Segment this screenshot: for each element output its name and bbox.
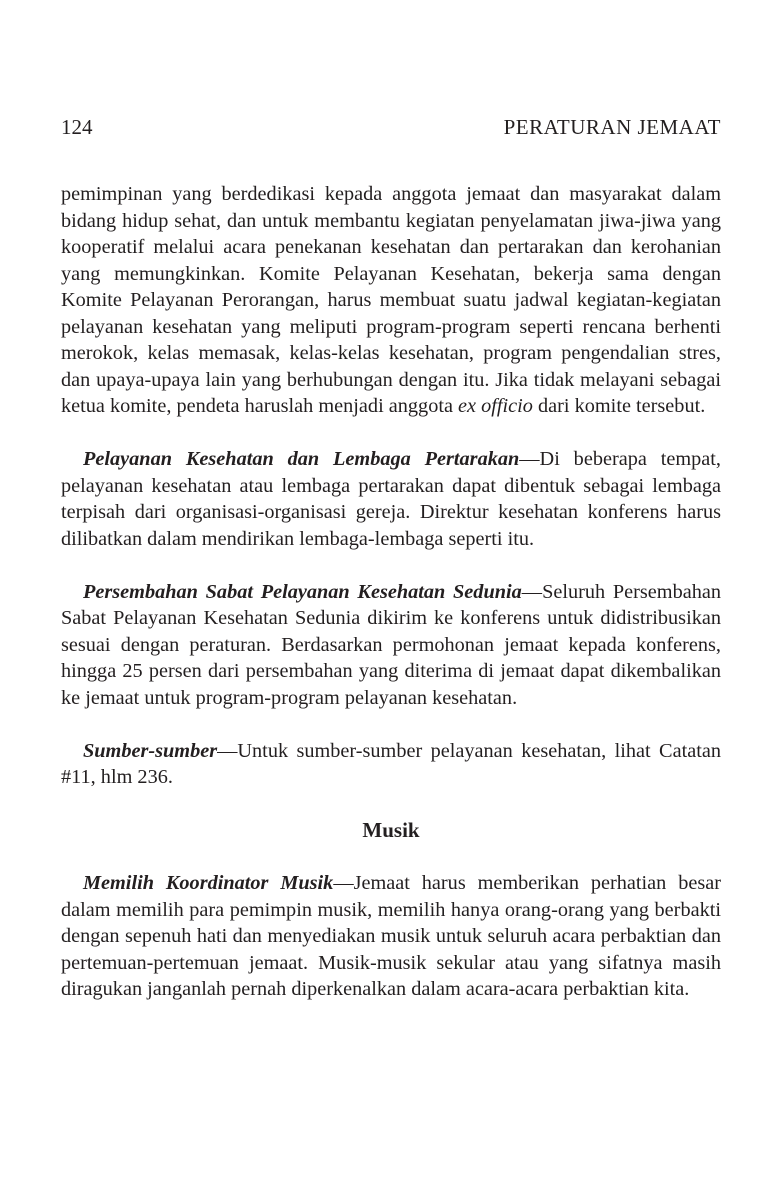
paragraph-music-coordinator: [61, 870, 721, 1003]
run-in-heading: Memilih Koordinator Musik: [83, 872, 334, 894]
running-title: PERATURAN JEMAAT: [503, 115, 721, 139]
paragraph-text-end: dari komite tersebut.: [532, 395, 706, 417]
paragraph-text: pemimpinan yang berdedikasi kepada anggota jemaat dan masyarakat dalam bidang hidup sehat, dan untuk membantu kegiatan penyelamatan jiwa-jiwa yang kooperatif melalui acara penekanan kesehatan dan pertarakan dan kerohanian yang memungkinkan. Komite Pelayanan Kesehatan, bekerja sama dengan Komite Pelayanan Perorangan, harus membuat suatu jadwal kegiatan-kegiatan pelayanan kesehatan yang meliputi program-program seperti rencana berhenti merokok, kelas memasak, kelas-kelas kesehatan, program pengendalian stres, dan upaya-upaya lain yang berhubungan dengan itu. Jika tidak melayani sebagai ketua komite, pendeta haruslah menjadi anggota: [61, 183, 721, 417]
run-in-heading: Sumber-sumber: [83, 739, 218, 762]
page-number: 124: [61, 115, 93, 139]
paragraph-text: —Jemaat harus memberikan perhatian besar dalam memilih para pemimpin musik, memilih hanya orang-orang yang berbakti dengan sepenuh hati dan menyediakan musik untuk seluruh acara perbaktian dan pertemuan-pertemuan jemaat. Musik-musik sekular atau yang sifatnya masih diragukan janganlah pernah diperkenalkan dalam acara-acara perbaktian kita.: [61, 872, 721, 1000]
run-in-heading: Pelayanan Kesehatan dan Lembaga Pertarakan: [83, 448, 520, 470]
paragraph-text: —Seluruh Persembahan Sabat Pelayanan Kesehatan Sedunia dikirim ke konferens untuk didistribusikan sesuai dengan peraturan. Berdasarkan permohonan jemaat kepada konferens, hingga 25 persen dari persembahan yang diterima di jemaat dapat dikembalikan ke jemaat untuk program-program pelayanan kesehatan.: [61, 580, 721, 709]
paragraph-text: —Untuk sumber-sumber pelayanan kesehatan, lihat Catatan #11, hlm 236.: [61, 739, 721, 788]
italic-term: ex officio: [458, 395, 533, 417]
paragraph-continued: [61, 181, 721, 420]
run-in-heading: Persembahan Sabat Pelayanan Kesehatan Sedunia: [83, 580, 522, 603]
book-page: [61, 112, 721, 1029]
paragraph-text: —Di beberapa tempat, pelayanan kesehatan atau lembaga pertarakan dapat dibentuk sebagai lembaga terpisah dari organisasi-organisasi gereja. Direktur kesehatan konferens harus dilibatkan dalam mendirikan lembaga-lembaga seperti itu.: [61, 448, 721, 550]
paragraph-sabbath-offering: [61, 579, 721, 712]
page-body: [61, 181, 721, 1003]
paragraph-health-temperance: [61, 446, 721, 552]
paragraph-resources: [61, 738, 721, 791]
running-header: [61, 112, 721, 142]
section-heading: Musik: [362, 818, 420, 842]
